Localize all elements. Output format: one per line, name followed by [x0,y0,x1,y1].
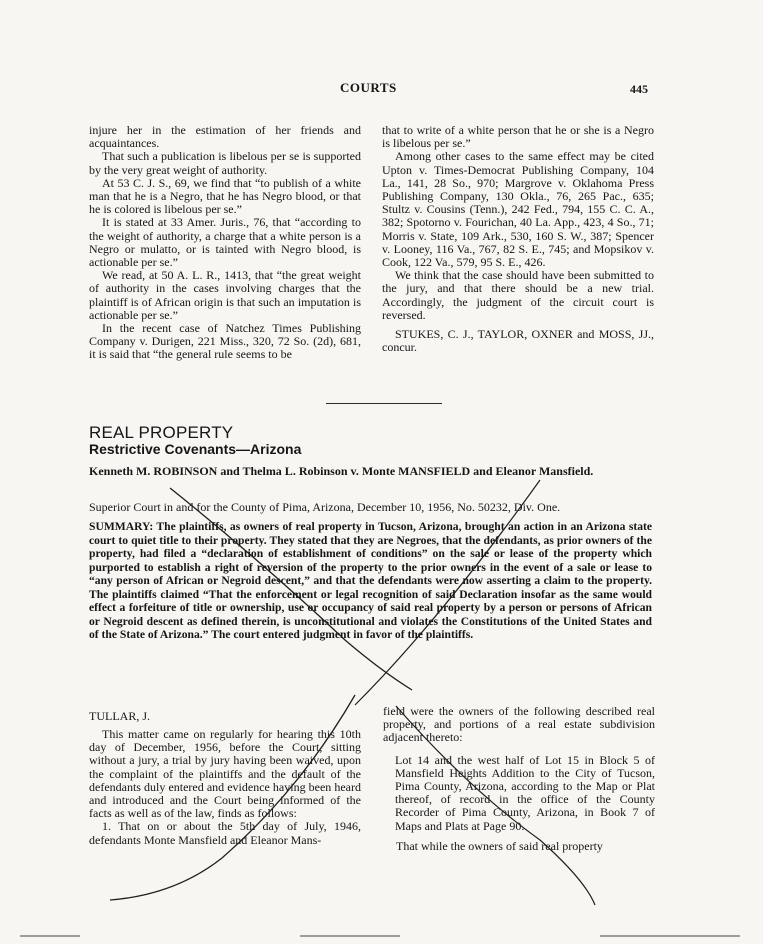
running-header: COURTS [340,80,397,95]
court-line: Superior Court in and for the County of Pima, Arizona, December 10, 1956, No. 50232, Div. One. [89,500,561,514]
paragraph: Among other cases to the same effect may be cited Upton v. Times-Democrat Publishing Company, 104 La., 141, 28 So., 970; Margrove v. Oklahoma Press Publishing Company, 130 Okla., 76, 265 Pac., 635; Stultz v. Cousins (Tenn.), 242 Fed., 794, 155 C. C. A., 382; Spotorno v. Fourichan, 40 La. App., 423, 4 So., 71; Morris v. State, 109 Ark., 530, 160 S. W., 387; Spencer v. Looney, 116 Va., 767, 82 S. E., 745; and Mopsikov v. Cook, 122 Va., 579, 95 S. E., 426. [382,149,654,270]
section-divider [326,403,442,404]
paragraph: In the recent case of Natchez Times Publishing Company v. Durigen, 221 Miss., 320, 72 So. (2d), 681, it is said that “the general rule seems to be [89,321,361,362]
judge-name: TULLAR, J. [89,709,150,723]
case-title: Kenneth M. ROBINSON and Thelma L. Robinson v. Monte MANSFIELD and Eleanor Mansfield. [89,464,594,478]
section-subtitle: Restrictive Covenants—Arizona [89,441,302,457]
paragraph: That while the owners of said real property [396,838,603,853]
summary-label: SUMMARY: [89,520,154,533]
paragraph: That such a publication is libelous per se is supported by the very great weight of authority. [89,149,361,177]
paragraph: This matter came on regularly for hearing this 10th day of December, 1956, before the Court, sitting without a jury, a trial by jury having been waived, upon the complaint of the plaintiffs and the default of the defendants duly entered and evidence having been heard and introduced and the Court being informed of the facts as well as of the law, finds as follows: [89,727,361,821]
paragraph: 1. That on or about the 5th day of July, 1946, defendants Monte Mansfield and Eleanor Mans- [89,819,361,847]
paragraph: that to write of a white person that he or she is a Negro is libelous per se.” [382,123,654,151]
case-summary [89,520,652,642]
section-title: REAL PROPERTY [89,423,234,442]
summary-text: The plaintiffs, as owners of real property in Tucson, Arizona, brought an action in an Arizona state court to quiet title to their property. They stated that they are Negroes, that the defendants, as prior owners of the property, had filed a “declaration of establishment of conditions” on the sale or lease of the property which purported to establish a right of reversion of the property to the prior owners in the event of a sale or lease to “any person of African or Negroid descent,” and that the defendants were now asserting a claim to the property. The plaintiffs claimed “That the enforcement or legal recognition of said Declaration insofar as the same would effect a forfeiture of title or ownership, use or occupancy of said real property by a person or persons of African or Negroid descent as defined therein, is unconstitutional and violates the Constitutions of the United States and of the State of Arizona.” The court entered judgment in favor of the plaintiffs. [89,520,652,641]
page-number: 445 [630,82,648,96]
paragraph: field were the owners of the following described real property, and portions of a real estate subdivision adjacent thereto: [383,704,655,745]
paragraph: We think that the case should have been submitted to the jury, and that there should be a new trial. Accordingly, the judgment of the circuit court is reversed. [382,268,654,322]
paragraph: It is stated at 33 Amer. Juris., 76, that “according to the weight of authority, a charge that a white person is a Negro or mulatto, or is tainted with Negro blood, is actionable per se.” [89,215,361,270]
right-column-bottom [383,705,655,853]
concurrence: STUKES, C. J., TAYLOR, OXNER and MOSS, JJ., concur. [382,327,654,355]
paragraph: We read, at 50 A. L. R., 1413, that “the great weight of authority in the cases involving charges that the plaintiff is of African origin is that such an imputation is actionable per se.” [89,268,361,322]
legal-description: Lot 14 and the west half of Lot 15 in Block 5 of Mansfield Heights Addition to the City of Tucson, Pima County, Arizona, according to the Map or Plat thereof, of record in the office of the County Recorder of Pima County, Arizona, in Book 7 of Maps and Plats at Page 90. [395,752,655,833]
paragraph: At 53 C. J. S., 69, we find that “to publish of a white man that he is a Negro, that he has Negro blood, or that he is colored is libelous per se.” [89,175,361,217]
left-column-top [89,124,361,362]
left-column-bottom [89,728,361,847]
paragraph: injure her in the estimation of her friends and acquaintances. [89,123,361,151]
right-column-top [382,124,654,354]
